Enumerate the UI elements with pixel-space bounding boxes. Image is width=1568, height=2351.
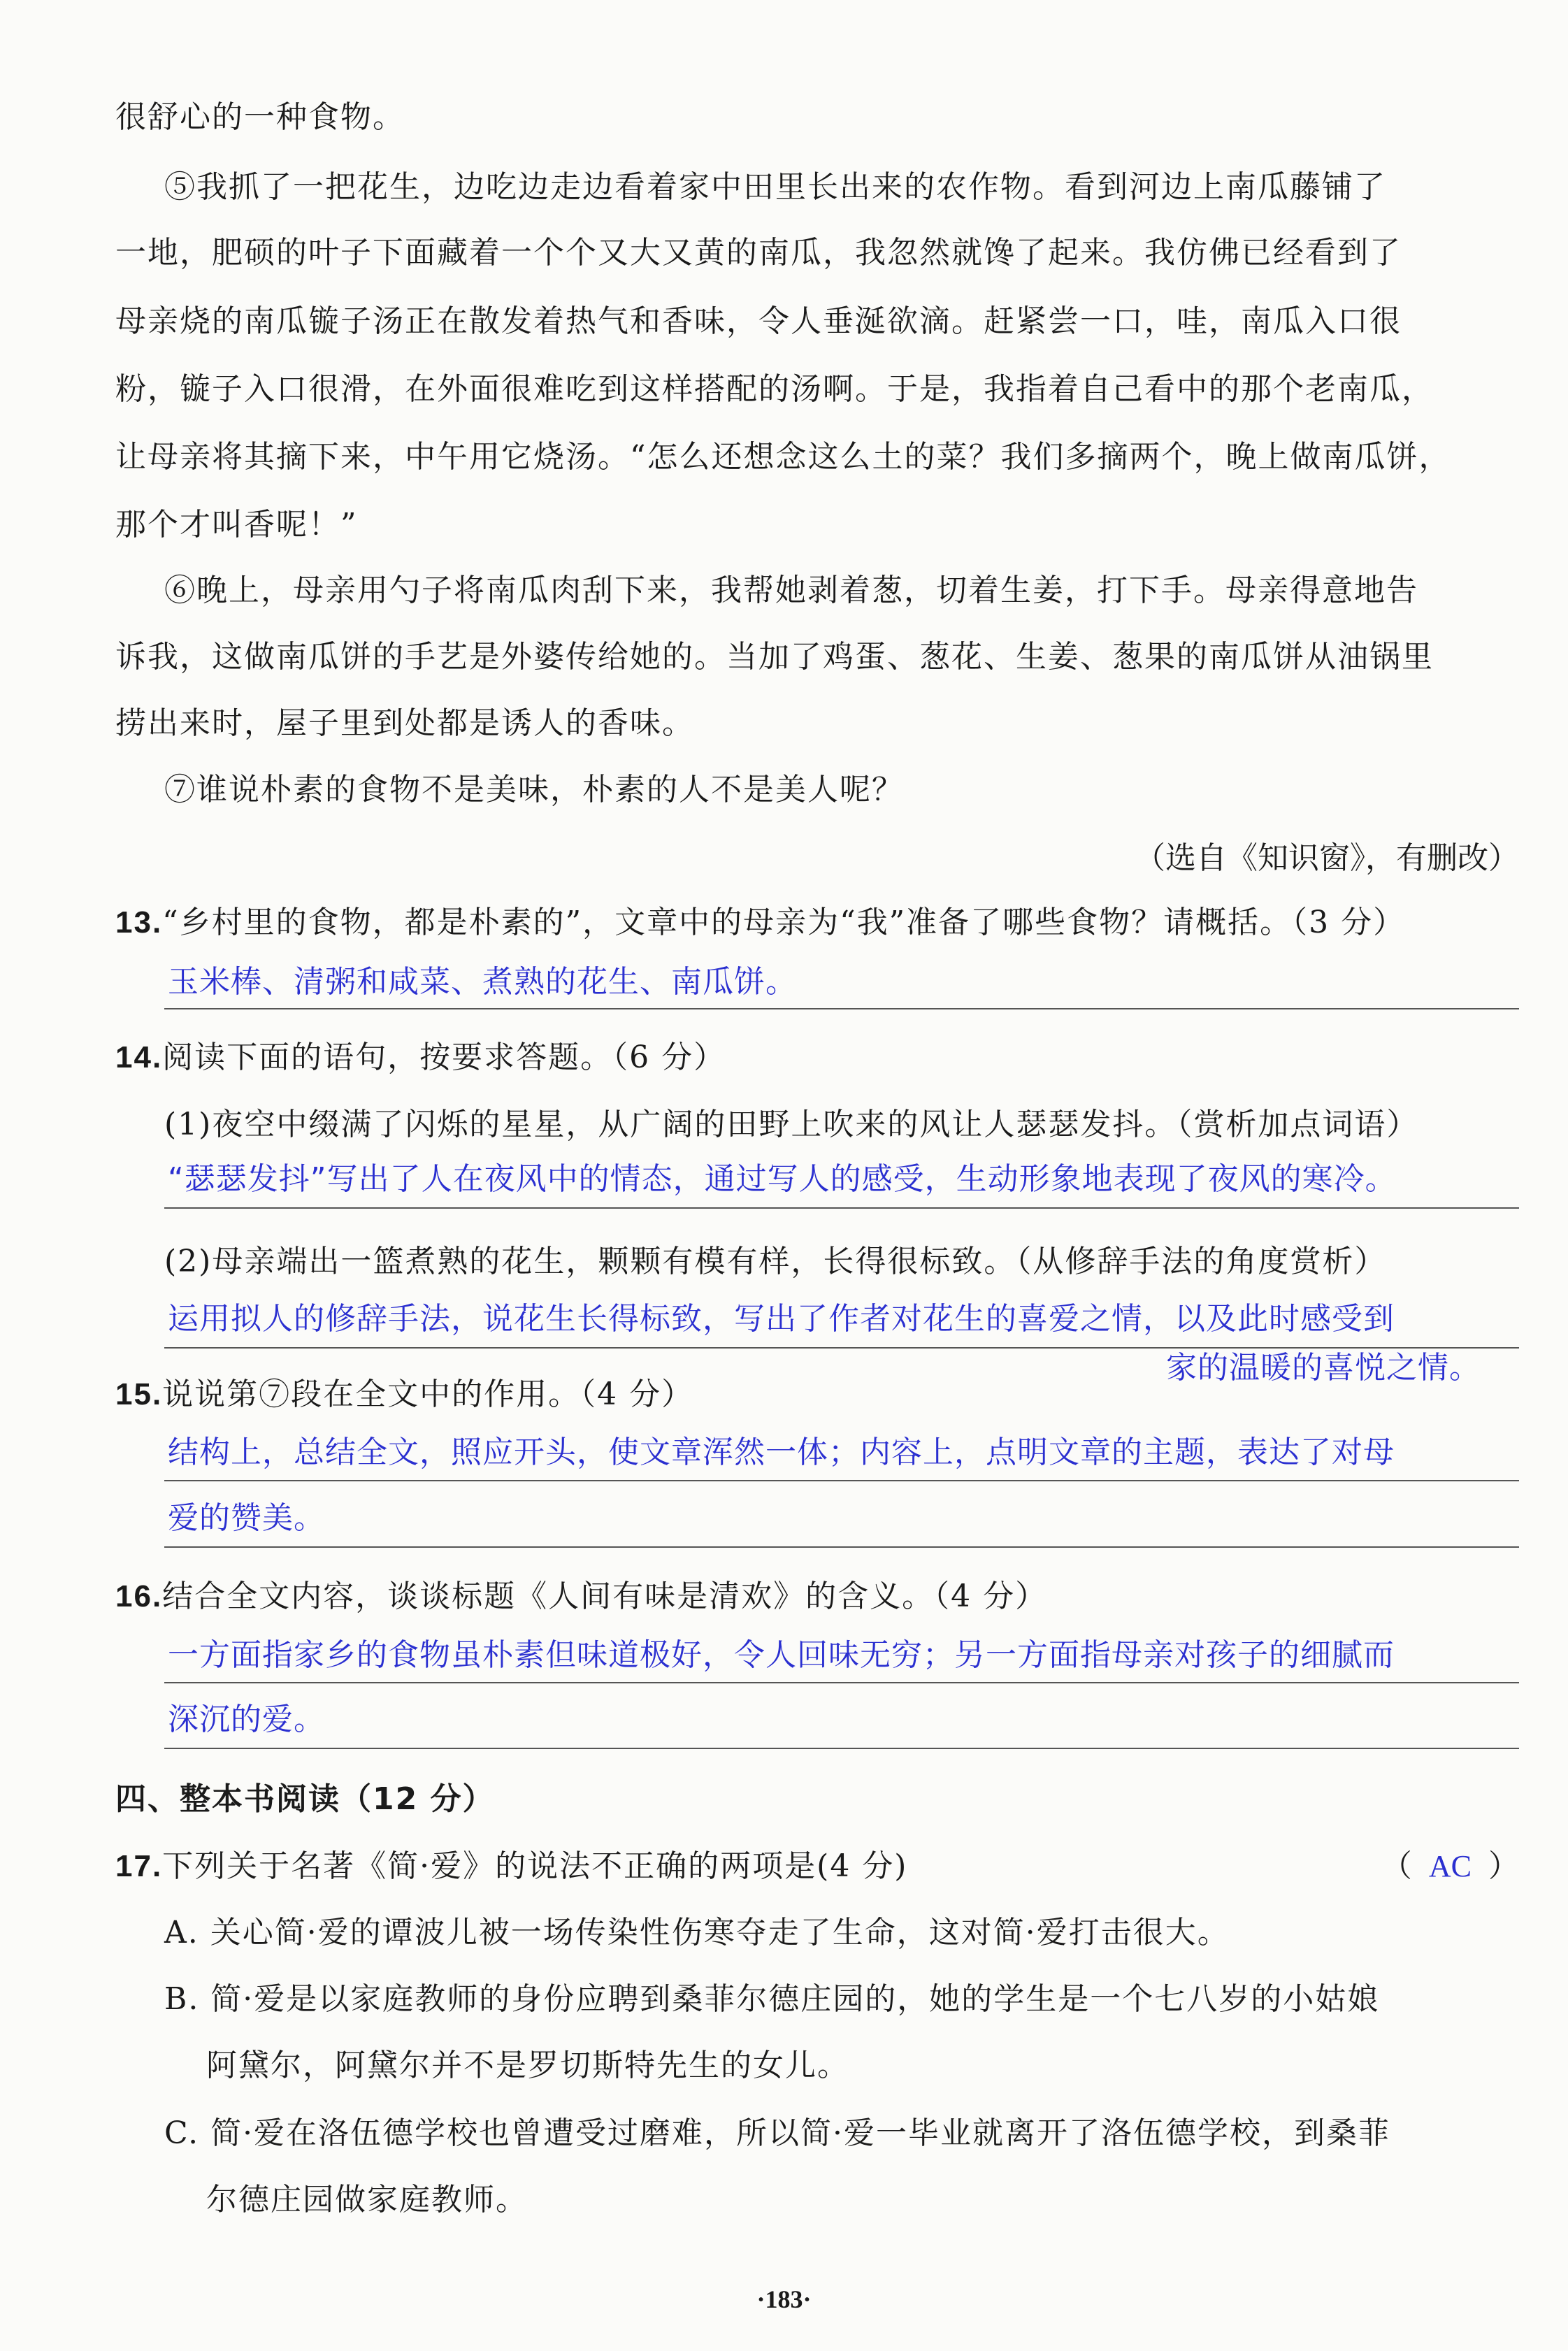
question-14-sentence-2: (2)母亲端出一篮煮熟的花生，颗颗有模有样，长得很标致。（从修辞手法的角度赏析） xyxy=(164,1244,1387,1279)
question-text: 下列关于名著《简·爱》的说法不正确的两项是(4 分) xyxy=(162,1848,908,1884)
passage-p5-line: 粉，镟子入口很滑，在外面很难吃到这样搭配的汤啊。于是，我指着自己看中的那个老南瓜， xyxy=(115,371,1434,407)
answer-16-line-1: 一方面指家乡的食物虽朴素但味道极好，令人回味无穷；另一方面指母亲对孩子的细腻而 xyxy=(168,1637,1395,1673)
answer-line xyxy=(164,1748,1519,1749)
option-a: A. 关心简·爱的谭波儿被一场传染性伤寒夺走了生命，这对简·爱打击很大。 xyxy=(164,1915,1230,1950)
answer-15-line-1: 结构上，总结全文，照应开头，使文章浑然一体；内容上，点明文章的主题，表达了对母 xyxy=(168,1435,1395,1470)
question-15 xyxy=(115,1374,693,1416)
answer-line xyxy=(164,1008,1519,1009)
passage-source: （选自《知识窗》，有删改） xyxy=(1135,840,1519,876)
passage-p5-line: 母亲烧的南瓜镟子汤正在散发着热气和香味，令人垂涎欲滴。赶紧尝一口，哇，南瓜入口很 xyxy=(115,303,1402,339)
question-number: 13. xyxy=(115,905,163,940)
question-number: 17. xyxy=(115,1849,163,1883)
question-text: 结合全文内容，谈谈标题《人间有味是清欢》的含义。（4 分） xyxy=(162,1579,1048,1614)
option-c-line-2: 尔德庄园做家庭教师。 xyxy=(206,2182,528,2217)
answer-14-1: “瑟瑟发抖”写出了人在夜风中的情态，通过写人的感受，生动形象地表现了夜风的寒冷。 xyxy=(168,1161,1397,1197)
answer-15-line-2: 爱的赞美。 xyxy=(168,1500,325,1536)
answer-17: AC xyxy=(1428,1849,1472,1883)
question-number: 16. xyxy=(115,1579,163,1613)
passage-p6-line: 诉我，这做南瓜饼的手艺是外婆传给她的。当加了鸡蛋、葱花、生姜、葱果的南瓜饼从油锅里 xyxy=(115,639,1434,675)
bracket-close: ） xyxy=(1488,1848,1519,1884)
answer-line xyxy=(164,1682,1519,1683)
question-14-sentence-1: (1)夜空中缀满了闪烁的星星，从广阔的田野上吹来的风让人瑟瑟发抖。（赏析加点词语） xyxy=(164,1107,1419,1142)
section-heading: 四、整本书阅读（12 分） xyxy=(115,1781,495,1817)
passage-continuation: 很舒心的一种食物。 xyxy=(115,99,405,135)
question-number: 14. xyxy=(115,1040,163,1074)
passage-p5-line: 那个才叫香呢！” xyxy=(115,507,358,542)
passage-p7: ⑦谁说朴素的食物不是美味，朴素的人不是美人呢？ xyxy=(164,772,904,807)
option-b-line-1: B. 简·爱是以家庭教师的身份应聘到桑菲尔德庄园的，她的学生是一个七八岁的小姑娘 xyxy=(164,1981,1380,2017)
answer-line xyxy=(164,1480,1519,1481)
question-number: 15. xyxy=(115,1377,163,1411)
answer-bracket xyxy=(1381,1846,1519,1888)
answer-14-2-line-1: 运用拟人的修辞手法，说花生长得标致，写出了作者对花生的喜爱之情，以及此时感受到 xyxy=(168,1301,1395,1337)
option-b-line-2: 阿黛尔，阿黛尔并不是罗切斯特先生的女儿。 xyxy=(206,2048,849,2083)
bracket-open: （ xyxy=(1381,1848,1412,1884)
option-c-line-1: C. 简·爱在洛伍德学校也曾遭受过磨难，所以简·爱一毕业就离开了洛伍德学校，到桑菲 xyxy=(164,2115,1391,2151)
passage-p6-line: 捞出来时，屋子里到处都是诱人的香味。 xyxy=(115,705,694,741)
question-13 xyxy=(115,902,1405,944)
passage-p6-line: ⑥晚上，母亲用勺子将南瓜肉刮下来，我帮她剥着葱，切着生姜，打下手。母亲得意地告 xyxy=(164,573,1418,608)
question-text: 阅读下面的语句，按要求答题。（6 分） xyxy=(162,1040,726,1075)
question-14 xyxy=(115,1037,726,1079)
answer-13: 玉米棒、清粥和咸菜、煮熟的花生、南瓜饼。 xyxy=(168,964,797,1000)
answer-14-2-line-2: 家的温暖的喜悦之情。 xyxy=(1166,1350,1481,1386)
page-number: ·183· xyxy=(756,2285,812,2313)
passage-p5-line: 一地，肥硕的叶子下面藏着一个个又大又黄的南瓜，我忽然就馋了起来。我仿佛已经看到了 xyxy=(115,235,1402,271)
answer-line xyxy=(164,1207,1519,1209)
passage-p5-line: 让母亲将其摘下来，中午用它烧汤。“怎么还想念这么土的菜？我们多摘两个，晚上做南瓜饼， xyxy=(115,439,1451,475)
question-16 xyxy=(115,1576,1047,1618)
answer-line xyxy=(164,1546,1519,1548)
question-text: 说说第⑦段在全文中的作用。（4 分） xyxy=(162,1376,694,1412)
question-17 xyxy=(115,1846,907,1888)
passage-p5-line: ⑤我抓了一把花生，边吃边走边看着家中田里长出来的农作物。看到河边上南瓜藤铺了 xyxy=(164,169,1386,205)
answer-16-line-2: 深沉的爱。 xyxy=(168,1702,325,1737)
question-text: “乡村里的食物，都是朴素的”，文章中的母亲为“我”准备了哪些食物？请概括。（3 分） xyxy=(162,905,1406,940)
